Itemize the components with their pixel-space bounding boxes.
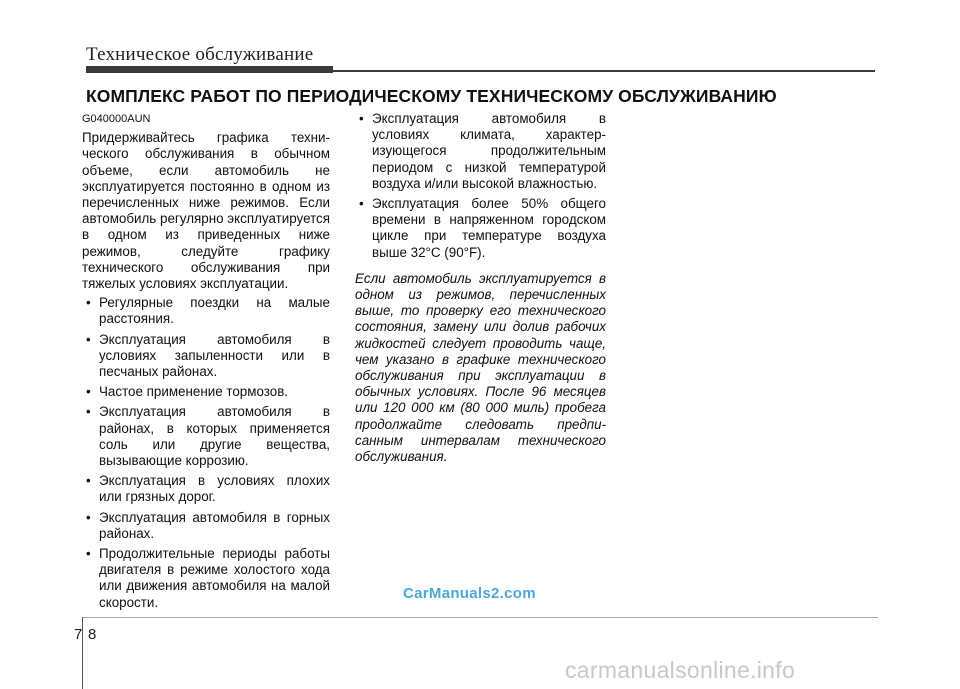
right-bullet-list xyxy=(355,111,606,261)
bullet-icon: • xyxy=(86,473,91,489)
bullet-icon: • xyxy=(86,404,91,420)
list-item: • Эксплуатация автомобиля в горных районах. xyxy=(86,509,330,541)
header-rule-thick xyxy=(86,66,333,73)
left-column xyxy=(82,111,330,615)
list-item: • Частое применение тормозов. xyxy=(86,384,289,400)
list-item: • Эксплуатация автомобиля в условиях климата, характер-изующегося продолжительным периодом с низкой температурой воздуха и/или высокой влажностью. xyxy=(359,111,606,191)
left-bullet-list xyxy=(82,295,330,611)
bullet-icon: • xyxy=(86,295,91,311)
page-header-title: Техническое обслуживание xyxy=(86,44,314,65)
bullet-icon: • xyxy=(86,546,91,562)
bullet-icon: • xyxy=(86,509,91,525)
footer-rule xyxy=(82,617,878,618)
bullet-icon: • xyxy=(86,384,91,400)
list-item: • Эксплуатация автомобиля в условиях запыленности или в песчаных районах. xyxy=(86,331,330,380)
list-item: • Эксплуатация автомобиля в районах, в которых применяется соль или другие вещества, вызывающие коррозию. xyxy=(86,404,330,469)
chapter-number: 7 xyxy=(74,626,83,643)
bullet-icon: • xyxy=(86,331,91,347)
section-heading: КОМПЛЕКС РАБОТ ПО ПЕРИОДИЧЕСКОМУ ТЕХНИЧЕСКОМУ ОБСЛУЖИВАНИЮ xyxy=(86,86,777,106)
list-item: • Регулярные поездки на малые расстояния. xyxy=(86,295,330,327)
list-item: • Эксплуатация более 50% общего времени в напряженном городском цикле при температуре воздуха выше 32°C (90°F). xyxy=(359,196,606,260)
bullet-icon: • xyxy=(359,196,364,212)
watermark-carmanualsonline: carmanualsonline.info xyxy=(565,657,796,683)
list-item: • Эксплуатация в условиях плохих или грязных дорог. xyxy=(86,473,330,505)
list-item: • Продолжительные периоды работы двигателя в режиме холостого хода или движения автомобиля на малой скорости. xyxy=(86,546,330,610)
intro-paragraph: Придерживайтесь графика техни-ческого обслуживания в обычном объеме, если автомобиль не эксплуатируется постоянно в одном из перечисленных ниже режимов. Если автомобиль регулярно эксплуатируется в одном из приведенных ниже режимов, следуйте графику технического обслуживания при тяжелых условиях эксплуатации. xyxy=(82,130,330,292)
bullet-icon: • xyxy=(359,111,364,126)
section-code: G040000AUN xyxy=(82,113,151,125)
right-column xyxy=(355,111,606,479)
header-rule-thin xyxy=(333,70,875,72)
watermark-carmanuals2[interactable]: CarManuals2.com xyxy=(403,585,536,602)
italic-note: Если автомобиль эксплуатируется в одном из режимов, перечисленных выше, то проверку его технического состояния, замену или долив рабочих жидкостей следует проводить чаще, чем указано в графике технического обслуживания при эксплуатации в обычных условиях. После 96 месяцев или 120 000 км (80 000 миль) пробега продолжайте следовать предпи-санным интервалам технического обслуживания. xyxy=(355,270,606,465)
page-number: 8 xyxy=(88,626,97,643)
